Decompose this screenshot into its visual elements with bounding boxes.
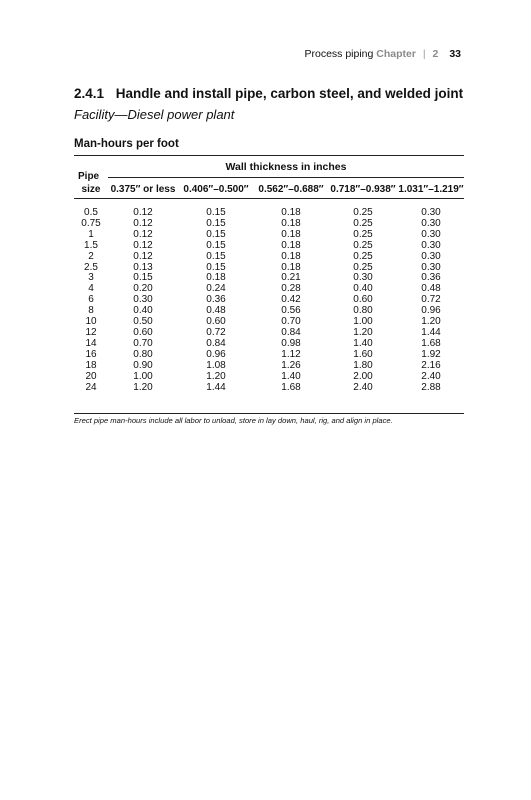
table-row xyxy=(74,372,464,383)
man-hours-cell: 0.25 xyxy=(353,217,373,229)
man-hours-cell: 0.30 xyxy=(421,228,441,240)
pipe-size-cell: 8 xyxy=(88,305,94,317)
man-hours-cell: 1.68 xyxy=(281,381,301,393)
pipe-size-cell: 24 xyxy=(85,381,97,393)
man-hours-cell: 0.12 xyxy=(133,239,153,251)
pipe-size-cell: 10 xyxy=(85,316,97,328)
running-head-chapter-label: Chapter xyxy=(376,48,416,60)
man-hours-cell: 0.18 xyxy=(206,272,226,284)
pipe-size-cell: 2.5 xyxy=(84,261,98,273)
section-heading xyxy=(74,86,463,101)
pipe-size-cell: 20 xyxy=(85,370,97,382)
pipe-size-cell: 1.5 xyxy=(84,239,98,251)
man-hours-cell: 0.25 xyxy=(353,207,373,218)
man-hours-cell: 0.70 xyxy=(133,337,153,349)
man-hours-cell: 0.15 xyxy=(206,261,226,273)
column-header: 0.406″–0.500″ xyxy=(183,184,249,195)
man-hours-cell: 0.36 xyxy=(206,294,226,306)
man-hours-cell: 1.60 xyxy=(353,348,373,360)
man-hours-cell: 1.80 xyxy=(353,359,373,371)
man-hours-cell: 0.12 xyxy=(133,207,153,218)
man-hours-cell: 1.08 xyxy=(206,359,226,371)
man-hours-cell: 0.15 xyxy=(206,250,226,262)
column-header: 1.031″–1.219″ xyxy=(398,184,464,195)
pipe-size-cell: 0.5 xyxy=(84,207,98,218)
man-hours-cell: 0.15 xyxy=(206,228,226,240)
man-hours-table xyxy=(74,184,464,393)
pipe-size-cell: 14 xyxy=(85,337,97,349)
man-hours-cell: 0.28 xyxy=(281,283,301,295)
table-row xyxy=(74,241,464,252)
man-hours-cell: 0.21 xyxy=(281,272,301,284)
table-header-row xyxy=(74,184,464,200)
man-hours-cell: 1.26 xyxy=(281,359,301,371)
pipe-size-cell: 3 xyxy=(88,272,94,284)
man-hours-cell: 0.12 xyxy=(133,228,153,240)
table-row xyxy=(74,383,464,394)
table-units-label: Man-hours per foot xyxy=(74,138,179,150)
man-hours-cell: 0.30 xyxy=(421,217,441,229)
man-hours-cell: 0.72 xyxy=(421,294,441,306)
section-number: 2.4.1 xyxy=(74,86,105,101)
running-head-separator: | xyxy=(422,48,426,60)
man-hours-cell: 0.84 xyxy=(206,337,226,349)
man-hours-cell: 0.42 xyxy=(281,294,301,306)
man-hours-cell: 0.80 xyxy=(353,305,373,317)
table-top-rule xyxy=(74,155,464,156)
man-hours-cell: 0.50 xyxy=(133,316,153,328)
man-hours-cell: 1.20 xyxy=(206,370,226,382)
man-hours-cell: 1.12 xyxy=(281,348,301,360)
man-hours-cell: 0.15 xyxy=(206,217,226,229)
man-hours-cell: 0.30 xyxy=(421,250,441,262)
table-footnote: Erect pipe man-hours include all labor to unload, store in lay down, haul, rig, and align in place. xyxy=(74,416,393,425)
pipe-size-cell: 6 xyxy=(88,294,94,306)
man-hours-cell: 0.24 xyxy=(206,283,226,295)
running-head xyxy=(304,48,461,60)
man-hours-cell: 0.56 xyxy=(281,305,301,317)
section-subtitle: Facility—Diesel power plant xyxy=(74,107,235,122)
man-hours-cell: 2.40 xyxy=(421,370,441,382)
table-group-rule xyxy=(108,177,464,178)
man-hours-cell: 0.98 xyxy=(281,337,301,349)
man-hours-cell: 0.18 xyxy=(281,228,301,240)
man-hours-cell: 1.20 xyxy=(421,316,441,328)
man-hours-cell: 0.25 xyxy=(353,261,373,273)
man-hours-cell: 0.96 xyxy=(206,348,226,360)
man-hours-cell: 1.44 xyxy=(206,381,226,393)
man-hours-cell: 1.44 xyxy=(421,326,441,338)
man-hours-cell: 0.30 xyxy=(421,239,441,251)
man-hours-cell: 1.00 xyxy=(353,316,373,328)
man-hours-cell: 0.30 xyxy=(133,294,153,306)
man-hours-cell: 1.92 xyxy=(421,348,441,360)
man-hours-cell: 2.40 xyxy=(353,381,373,393)
man-hours-cell: 0.18 xyxy=(281,250,301,262)
man-hours-cell: 1.40 xyxy=(353,337,373,349)
column-header: 0.718″–0.938″ xyxy=(330,184,396,195)
pipe-size-cell: 12 xyxy=(85,326,97,338)
man-hours-cell: 0.80 xyxy=(133,348,153,360)
man-hours-cell: 0.60 xyxy=(353,294,373,306)
man-hours-cell: 0.12 xyxy=(133,217,153,229)
man-hours-cell: 0.60 xyxy=(133,326,153,338)
table-bottom-rule xyxy=(74,413,464,414)
man-hours-cell: 2.00 xyxy=(353,370,373,382)
man-hours-cell: 2.88 xyxy=(421,381,441,393)
man-hours-cell: 0.12 xyxy=(133,250,153,262)
man-hours-cell: 0.25 xyxy=(353,239,373,251)
man-hours-cell: 2.16 xyxy=(421,359,441,371)
pipe-size-cell: 16 xyxy=(85,348,97,360)
pipe-size-cell: 1 xyxy=(88,228,94,240)
table-row xyxy=(74,361,464,372)
man-hours-cell: 0.15 xyxy=(206,207,226,218)
man-hours-cell: 0.70 xyxy=(281,316,301,328)
pipe-size-cell: 0.75 xyxy=(81,217,101,229)
page-number: 33 xyxy=(449,48,461,60)
pipe-size-cell: 4 xyxy=(88,283,94,295)
man-hours-cell: 1.68 xyxy=(421,337,441,349)
man-hours-cell: 1.20 xyxy=(133,381,153,393)
man-hours-cell: 0.15 xyxy=(206,239,226,251)
table-group-header: Wall thickness in inches xyxy=(225,161,347,173)
man-hours-cell: 0.84 xyxy=(281,326,301,338)
man-hours-cell: 0.15 xyxy=(133,272,153,284)
man-hours-cell: 0.30 xyxy=(421,261,441,273)
man-hours-cell: 1.40 xyxy=(281,370,301,382)
man-hours-cell: 0.18 xyxy=(281,261,301,273)
section-title: Handle and install pipe, carbon steel, and welded joint xyxy=(115,86,464,101)
running-head-section: Process piping xyxy=(304,48,374,60)
man-hours-cell: 0.30 xyxy=(421,207,441,218)
man-hours-cell: 0.20 xyxy=(133,283,153,295)
man-hours-cell: 0.25 xyxy=(353,228,373,240)
man-hours-cell: 1.20 xyxy=(353,326,373,338)
man-hours-cell: 0.40 xyxy=(353,283,373,295)
size-column-label: size xyxy=(81,184,101,195)
table-body xyxy=(74,200,464,393)
running-head-chapter-number: 2 xyxy=(432,48,439,60)
man-hours-cell: 1.00 xyxy=(133,370,153,382)
man-hours-cell: 0.72 xyxy=(206,326,226,338)
man-hours-cell: 0.96 xyxy=(421,305,441,317)
man-hours-cell: 0.13 xyxy=(133,261,153,273)
pipe-column-label: Pipe xyxy=(78,171,100,182)
man-hours-cell: 0.48 xyxy=(421,283,441,295)
table-row xyxy=(74,252,464,263)
pipe-size-cell: 2 xyxy=(88,250,94,262)
man-hours-cell: 0.18 xyxy=(281,217,301,229)
man-hours-cell: 0.36 xyxy=(421,272,441,284)
man-hours-cell: 0.48 xyxy=(206,305,226,317)
man-hours-cell: 0.18 xyxy=(281,207,301,218)
man-hours-cell: 0.30 xyxy=(353,272,373,284)
column-header: 0.562″–0.688″ xyxy=(258,184,324,195)
man-hours-cell: 0.18 xyxy=(281,239,301,251)
man-hours-cell: 0.90 xyxy=(133,359,153,371)
man-hours-cell: 0.25 xyxy=(353,250,373,262)
man-hours-cell: 0.60 xyxy=(206,316,226,328)
man-hours-cell: 0.40 xyxy=(133,305,153,317)
pipe-size-cell: 18 xyxy=(85,359,97,371)
column-header: 0.375″ or less xyxy=(110,184,176,195)
